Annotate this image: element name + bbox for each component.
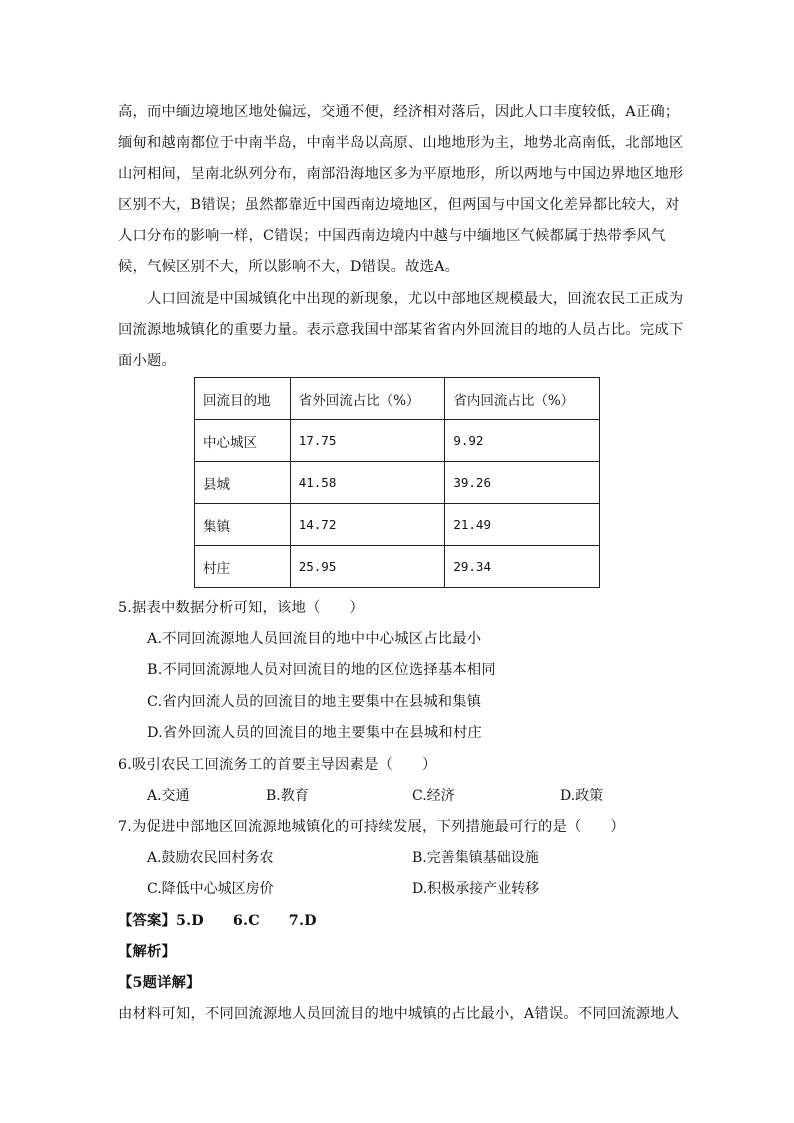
table-cell: 村庄 [195, 546, 291, 588]
table-cell: 14.72 [290, 504, 445, 546]
detail-text: 由材料可知，不同回流源地人员回流目的地中城镇的占比最小，A错误。不同回流源地人 [118, 1006, 680, 1022]
table-cell: 17.75 [290, 420, 445, 462]
paragraph-line: 人口分布的影响一样，C错误；中国西南边境内中越与中缅地区气候都属于热带季风气 [118, 228, 666, 244]
table-row [195, 462, 600, 504]
paragraph-line: 候，气候区别不大，所以影响不大，D错误。故选A。 [118, 259, 460, 275]
table-header-row [195, 378, 600, 420]
table-cell: 41.58 [290, 462, 445, 504]
table-row [195, 546, 600, 588]
question-7-option-a: A.鼓励农民回村务农 [147, 850, 274, 866]
answer-line: 【答案】5.D 6.C 7.D [118, 913, 317, 929]
table-row [195, 504, 600, 546]
paragraph-line: 高，而中缅边境地区地处偏远，交通不便，经济相对落后，因此人口丰度较低，A正确； [118, 104, 680, 120]
paragraph-line: 面小题。 [118, 353, 176, 369]
question-7-option-b: B.完善集镇基础设施 [412, 850, 539, 866]
question-5-option-b: B.不同回流源地人员对回流目的地的区位选择基本相同 [147, 662, 496, 678]
question-7-stem: 7.为促进中部地区回流源地城镇化的可持续发展，下列措施最可行的是（ ） [118, 819, 625, 835]
paragraph-line: 缅甸和越南都位于中南半岛，中南半岛以高原、山地地形为主，地势北高南低，北部地区 [118, 135, 684, 151]
paragraph-line: 回流源地城镇化的重要力量。表示意我国中部某省省内外回流目的地的人员占比。完成下 [118, 322, 684, 338]
paragraph-line: 山河相间，呈南北纵列分布，南部沿海地区多为平原地形，所以两地与中国边界地区地形 [118, 166, 684, 182]
question-6-option-d: D.政策 [560, 788, 604, 804]
table-cell: 25.95 [290, 546, 445, 588]
table-cell: 39.26 [445, 462, 600, 504]
table-cell: 29.34 [445, 546, 600, 588]
table-row [195, 420, 600, 462]
paragraph-line: 人口回流是中国城镇化中出现的新现象，尤以中部地区规模最大，回流农民工正成为 [147, 291, 684, 307]
question-6-option-a: A.交通 [147, 788, 190, 804]
question-5-option-c: C.省内回流人员的回流目的地主要集中在县城和集镇 [147, 694, 482, 710]
question-7-option-c: C.降低中心城区房价 [147, 881, 274, 897]
detail-label: 【5题详解】 [118, 975, 201, 991]
table-cell: 集镇 [195, 504, 291, 546]
analysis-label: 【解析】 [118, 944, 176, 960]
table-cell: 县城 [195, 462, 291, 504]
table-header-cell: 省内回流占比（%） [445, 378, 600, 420]
paragraph-line: 区别不大，B错误；虽然都靠近中国西南边境地区，但两国与中国文化差异都比较大，对 [118, 197, 680, 213]
question-6-stem: 6.吸引农民工回流务工的首要主导因素是（ ） [118, 757, 437, 773]
question-5-option-d: D.省外回流人员的回流目的地主要集中在县城和村庄 [147, 725, 482, 741]
table-header-cell: 回流目的地 [195, 378, 291, 420]
table-cell: 21.49 [445, 504, 600, 546]
question-5-option-a: A.不同回流源地人员回流目的地中中心城区占比最小 [147, 631, 482, 647]
question-6-option-b: B.教育 [266, 788, 309, 804]
table-cell: 中心城区 [195, 420, 291, 462]
question-6-option-c: C.经济 [412, 788, 455, 804]
question-5-stem: 5.据表中数据分析可知，该地（ ） [118, 600, 364, 616]
return-destination-table [194, 377, 600, 588]
table-header-cell: 省外回流占比（%） [290, 378, 445, 420]
table-cell: 9.92 [445, 420, 600, 462]
question-7-option-d: D.积极承接产业转移 [412, 881, 540, 897]
